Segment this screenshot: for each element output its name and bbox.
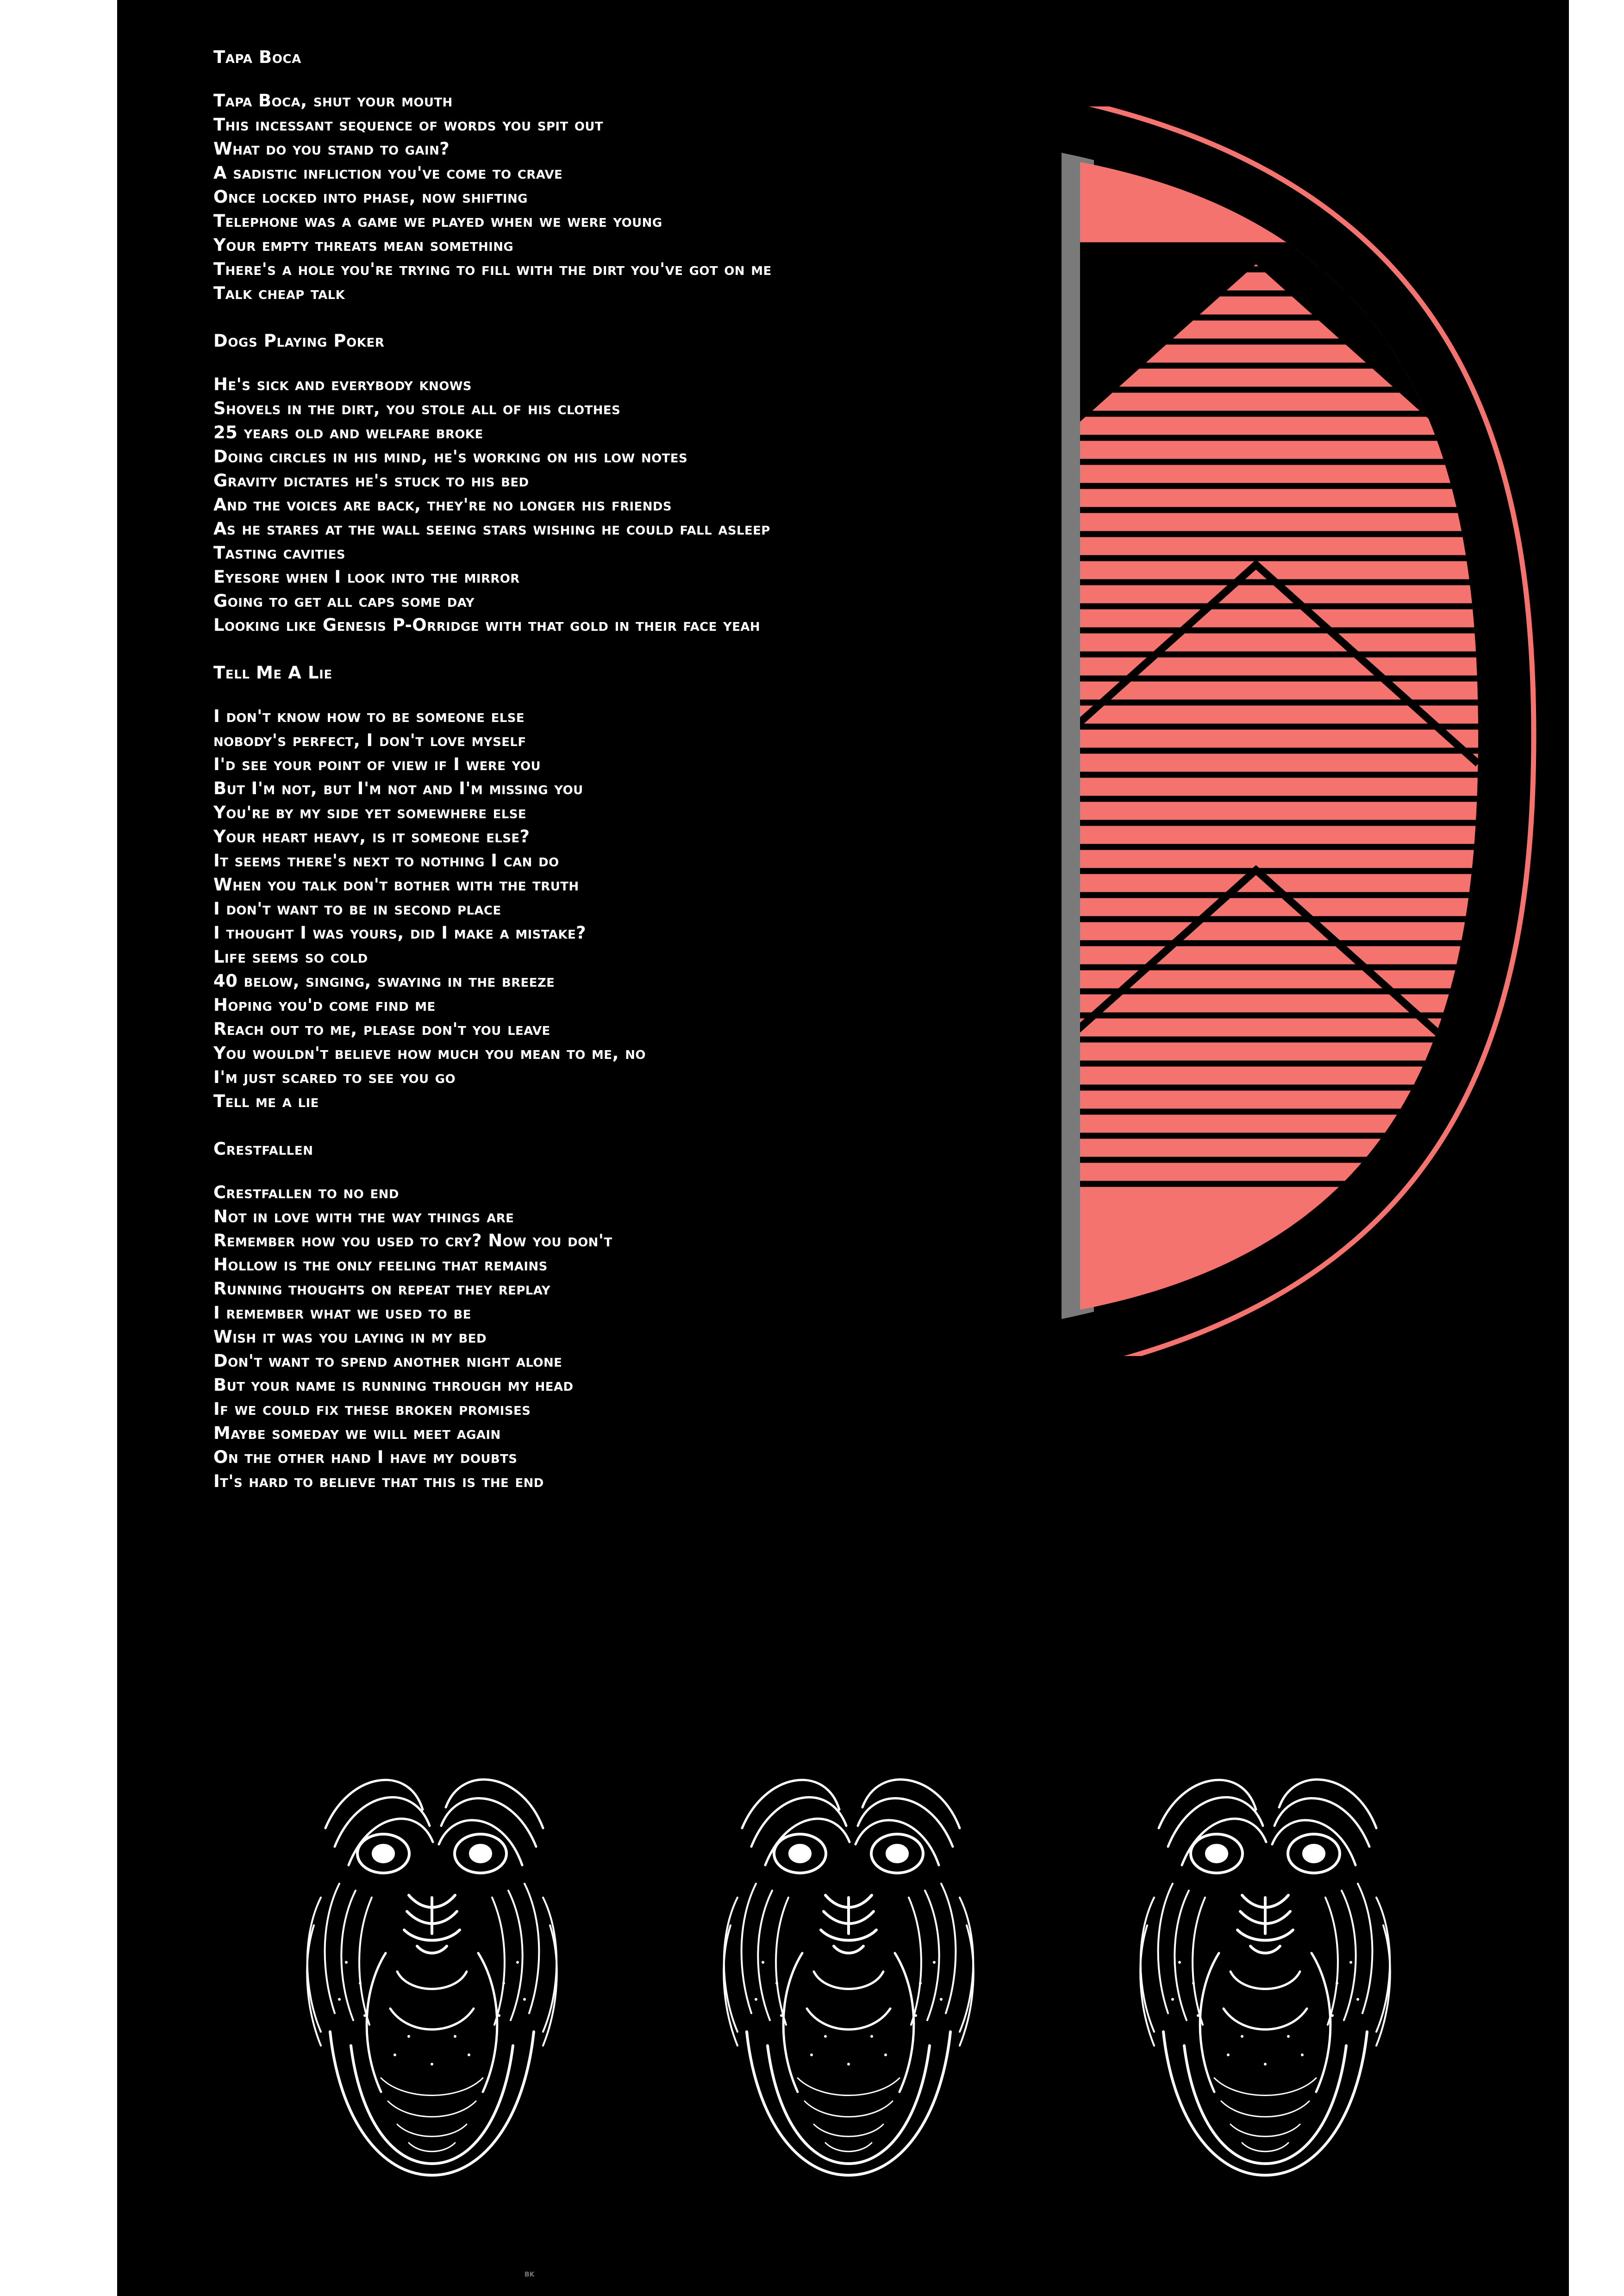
song-lyrics xyxy=(213,373,1024,637)
lyric-line: It's hard to believe that this is the end xyxy=(213,1471,544,1491)
lyric-line: Talk cheap talk xyxy=(213,283,345,303)
lyric-line: 40 below, singing, swaying in the breeze xyxy=(213,971,555,991)
lyric-line: I thought I was yours, did I make a mistake? xyxy=(213,923,586,943)
lyric-line: Your heart heavy, is it someone else? xyxy=(213,827,530,846)
lyric-line: Looking like Genesis P-Orridge with that gold in their face yeah xyxy=(213,615,761,635)
lyric-line: But your name is running through my head xyxy=(213,1375,574,1395)
red-arc-artwork xyxy=(1062,106,1569,1356)
lyric-line: Going to get all caps some day xyxy=(213,591,475,611)
lyric-line: When you talk don't bother with the truth xyxy=(213,875,579,895)
poster-canvas xyxy=(117,0,1569,2296)
lyric-line: This incessant sequence of words you spit out xyxy=(213,115,604,135)
song-title: Dogs Playing Poker xyxy=(213,331,385,351)
lyric-line: As he stares at the wall seeing stars wishing he could fall asleep xyxy=(213,519,770,539)
lyric-line: I remember what we used to be xyxy=(213,1303,471,1323)
lyric-line: Tell me a lie xyxy=(213,1091,319,1111)
lyric-line: Maybe someday we will meet again xyxy=(213,1423,501,1443)
lyric-line: Doing circles in his mind, he's working on his low notes xyxy=(213,447,688,467)
song-block xyxy=(213,332,1024,637)
lyric-line: I'm just scared to see you go xyxy=(213,1067,456,1087)
song-title: Tapa Boca xyxy=(213,47,301,67)
arc-stripes xyxy=(1062,106,1569,1356)
lyric-line: I don't want to be in second place xyxy=(213,899,501,919)
lyric-line: Gravity dictates he's stuck to his bed xyxy=(213,471,529,491)
song-lyrics xyxy=(213,704,1024,1114)
dog-face-icon xyxy=(270,1712,594,2221)
lyric-line: Telephone was a game we played when we were young xyxy=(213,211,662,231)
lyric-line: A sadistic infliction you've come to crave xyxy=(213,163,563,183)
footer-mark: bk xyxy=(525,2268,535,2279)
lyric-line: There's a hole you're trying to fill with the dirt you've got on me xyxy=(213,259,772,279)
lyric-line: On the other hand I have my doubts xyxy=(213,1447,518,1467)
lyric-line: Tasting cavities xyxy=(213,543,346,563)
lyric-line: Not in love with the way things are xyxy=(213,1207,514,1226)
lyric-line: Shovels in the dirt, you stole all of his clothes xyxy=(213,398,621,418)
lyric-line: Reach out to me, please don't you leave xyxy=(213,1019,550,1039)
lyric-line: Running thoughts on repeat they replay xyxy=(213,1279,551,1299)
lyric-line: 25 years old and welfare broke xyxy=(213,423,483,442)
song-title: Tell Me A Lie xyxy=(213,663,332,683)
lyric-line: He's sick and everybody knows xyxy=(213,374,472,394)
lyric-line: Remember how you used to cry? Now you don't xyxy=(213,1231,612,1251)
lyric-line: Your empty threats mean something xyxy=(213,235,514,255)
lyric-line: Once locked into phase, now shifting xyxy=(213,187,528,207)
song-lyrics xyxy=(213,1181,1024,1493)
lyric-line: Don't want to spend another night alone xyxy=(213,1351,562,1371)
lyric-line: But I'm not, but I'm not and I'm missing you xyxy=(213,778,583,798)
lyric-line: Hoping you'd come find me xyxy=(213,995,436,1015)
song-lyrics xyxy=(213,89,1024,305)
lyric-line: Hollow is the only feeling that remains xyxy=(213,1255,548,1275)
dog-face-row xyxy=(270,1712,1381,2231)
song-block xyxy=(213,664,1024,1114)
lyric-line: nobody's perfect, I don't love myself xyxy=(213,730,526,750)
dog-face-icon xyxy=(687,1712,1011,2221)
lyric-line: Eyesore when I look into the mirror xyxy=(213,567,520,587)
lyric-line: You wouldn't believe how much you mean to me, no xyxy=(213,1043,646,1063)
lyric-line: Life seems so cold xyxy=(213,947,368,967)
lyric-line: I'd see your point of view if I were you xyxy=(213,754,541,774)
lyric-line: You're by my side yet somewhere else xyxy=(213,803,527,822)
song-block xyxy=(213,1140,1024,1493)
lyric-line: What do you stand to gain? xyxy=(213,139,450,159)
lyrics-column xyxy=(213,49,1024,1520)
lyric-line: And the voices are back, they're no longer his friends xyxy=(213,495,672,515)
lyric-line: Wish it was you laying in my bed xyxy=(213,1327,487,1347)
song-block xyxy=(213,49,1024,305)
lyric-line: Crestfallen to no end xyxy=(213,1182,399,1202)
lyric-line: I don't know how to be someone else xyxy=(213,706,525,726)
lyric-line: It seems there's next to nothing I can do xyxy=(213,851,559,871)
lyric-line: Tapa Boca, shut your mouth xyxy=(213,91,453,111)
dog-face-icon xyxy=(1103,1712,1427,2221)
lyric-line: If we could fix these broken promises xyxy=(213,1399,531,1419)
song-title: Crestfallen xyxy=(213,1139,313,1159)
